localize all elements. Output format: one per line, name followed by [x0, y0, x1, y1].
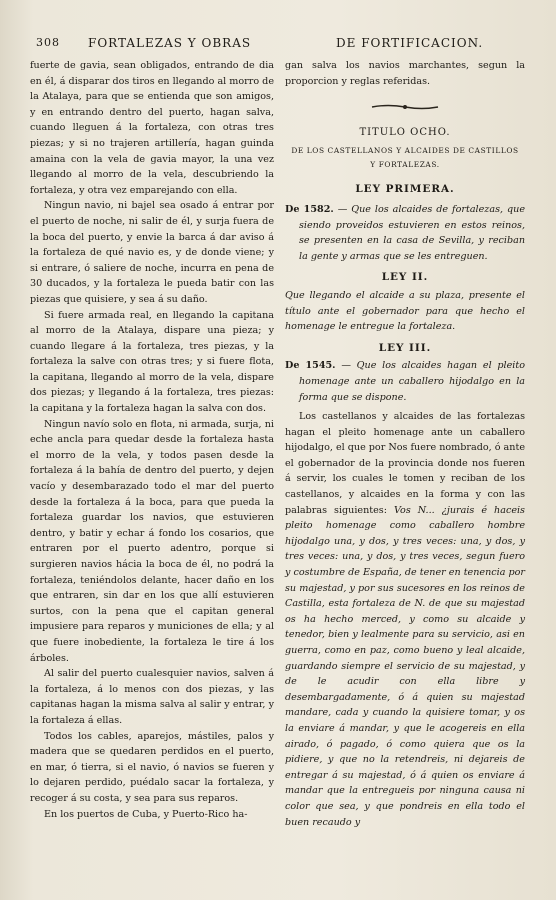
paragraph: Ningun navio, ni bajel sea osado á entrar por el puerto de noche, ni salir de él, y surja fuera de la boca del puerto, y envie la barca á dar aviso á la fortaleza de qué navio es, y de donde viene; y si entrare, ó saliere de noche, incurra en pena de 30 ducados, y la fortaleza le pueda batir con las piezas que quisiere, y sea á su daño.	[30, 200, 274, 305]
oath-text: Vos N... ¿jurais é haceis pleito homenage como caballero hombre hijodalgo una, y dos, y tres veces: una, y dos, y tres veces: una, y dos, y tres veces, segun fuero y costumbre de España, de tener en tenencia por su majestad, y por sus sucesores en los reinos de Castilla, esta fortaleza de N. de que su majestad os ha hecho merced, y como su alcaide y tenedor, bien y lealmente para su servicio, asi en guerra, como en paz, como bueno y leal alcaide, guardando siempre el servicio de su majestad, y de le acudir con ella libre y desembargadamente, ó á quien su majestad mandare, cada y cuando la quisiere tomar, y os la enviare á mandar, y que le acogereis en ella airado, ó pagado, ó como quiera que os la pidiere, y que no la retendreis, ni dejareis de entregar á su majestad, ó á quien os enviare á mandar que la entregueis por ninguna causa ni color que sea, y que pondreis en ella todo el buen recaudo y	[285, 504, 525, 828]
paragraph: Si fuere armada real, en llegando la capitana al morro de la Atalaya, dispare una pieza; y cuando llegare á la fortaleza, tres piezas, y la fortaleza la salve con otras tres; y si fuere flota, la capitana, llegando al morro de la vela, dispare dos piezas; y llegando á la fortaleza, tres piezas: la capitana y la fortaleza hagan la salva con dos.	[30, 309, 274, 415]
paragraph: Al salir del puerto cualesquier navios, salven á la fortaleza, á lo menos con dos piezas, y las capitanas hagan la misma salva al salir y entrar, y la fortaleza á ellas.	[30, 668, 274, 726]
paragraph: gan salva los navios marchantes, segun la proporcion y reglas referidas.	[285, 60, 525, 87]
law-heading: LEY PRIMERA.	[355, 183, 455, 196]
law-summary	[285, 358, 525, 405]
law-year: De 1582.	[285, 203, 334, 215]
paragraph: En los puertos de Cuba, y Puerto-Rico ha-	[44, 808, 248, 820]
header-title-right: DE FORTIFICACION.	[336, 36, 484, 50]
law-summary-text: Que llegando el alcaide a su plaza, presente el título ante el gobernador para que hecho el homenage le entregue la fortaleza.	[285, 289, 525, 333]
right-column	[285, 58, 525, 830]
section-title: TITULO OCHO.	[359, 126, 451, 138]
paragraph: fuerte de gavia, sean obligados, entrando de dia en él, á disparar dos tiros en llegando al morro de la Atalaya, para que se entienda que son amigos, y en entrando dentro del puerto, hagan salva, cuando lleguen á la fortaleza, con otras tres piezas; y si no trajeren artillería, hagan guinda amaina con la vela de gavia mayor, la una vez llegando al morro de la vela, descubriendo la fortaleza, y otra vez emparejando con ella.	[30, 60, 274, 196]
law-summary-text: — Que los alcaides de fortalezas, que siendo proveidos estuvieren en estos reinos, se presenten en la casa de Sevilla, y reciban la gente y armas que se les entreguen.	[299, 203, 525, 262]
section-subtitle: DE LOS CASTELLANOS Y ALCAIDES DE CASTILLOS	[291, 146, 519, 156]
paragraph: Ningun navío solo en flota, ni armada, surja, ni eche ancla para quedar desde la fortaleza hasta el morro de la vela, y todos pasen desde la fortaleza á la bahía de dentro del puerto, y dejen vacío y desembarazado todo el mar del puerto desde la fortaleza á la boca, para que pueda la fortaleza guardar los navios, que estuvieren dentro, y batir y echar á fondo los cosarios, que entraren por el puerto adentro, porque si surgieren navios hácia la boca de él, no podrá la fortaleza, teniéndolos delante, hacer daño en los que entraren, sin dar en los que allí estuvieren surtos, con la pena que el capitan general impusiere para reparos y municiones de ella; y al que fuere inobediente, la fortaleza le tire á los árboles.	[30, 418, 274, 664]
paragraph-text: Los castellanos y alcaides de las fortalezas hagan el pleito homenage ante un caballero hijodalgo, el que por Nos fuere nombrado, ó ante el gobernador de la provincia donde nos fueren á servir, los cuales le tomen y reciban de los castellanos, y alcaides en la forma y con las palabras siguientes:	[285, 411, 525, 516]
running-header	[36, 36, 542, 54]
law-summary	[285, 202, 525, 264]
law-heading: LEY III.	[378, 341, 432, 354]
paragraph: Todos los cables, aparejos, mástiles, palos y madera que se quedaren perdidos en el puerto, en mar, ó tierra, si el navio, ó navios se fueren y lo dejaren perdido, puédalo sacar la fortaleza, y recoger á su costa, y sea para sus reparos.	[30, 730, 274, 804]
page-number: 308	[36, 36, 60, 49]
ornament-rule-icon	[370, 103, 440, 111]
left-column	[30, 58, 274, 822]
ornament-divider	[285, 101, 525, 117]
law-year: De 1545.	[285, 360, 336, 372]
law-summary-text: — Que los alcaides hagan el pleito homenage ante un caballero hijodalgo en la forma que se dispone.	[299, 360, 525, 403]
header-title-left: FORTALEZAS Y OBRAS	[88, 36, 252, 50]
law-heading: LEY II.	[381, 271, 429, 284]
section-subtitle: Y FORTALEZAS.	[370, 160, 440, 170]
paragraph	[285, 409, 525, 830]
